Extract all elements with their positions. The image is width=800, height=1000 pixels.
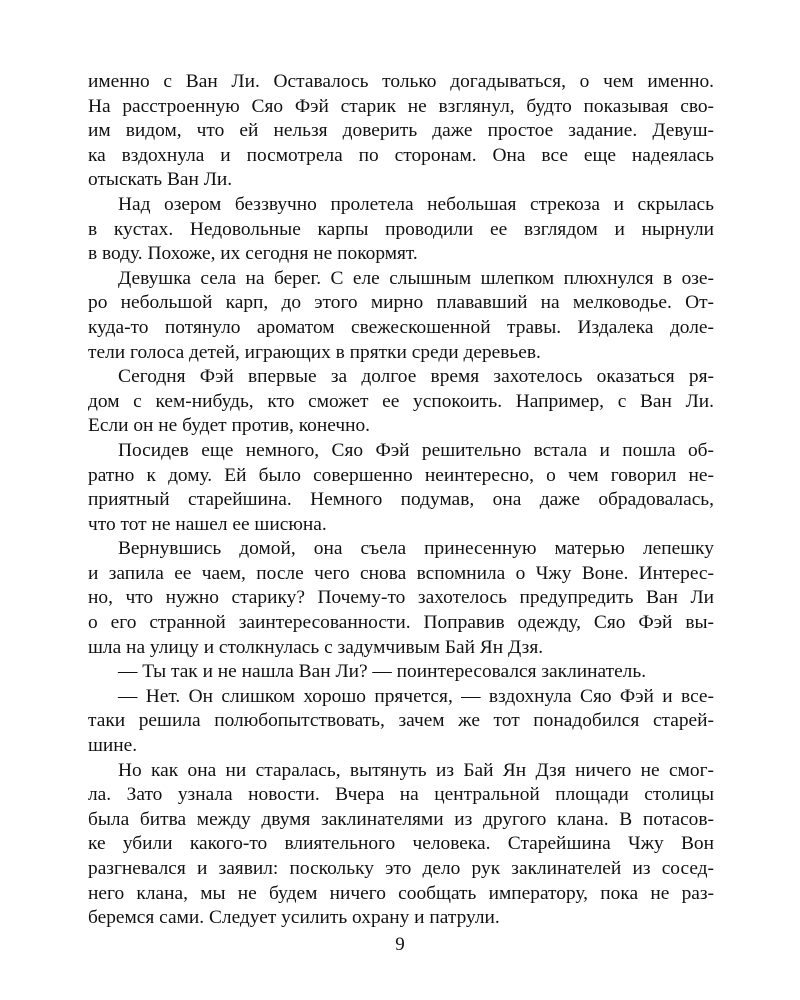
text-line: — Нет. Он слишком хорошо прячется, — вздохнула Сяо Фэй и все- (118, 685, 714, 707)
text-line: в воду. Похоже, их сегодня не покормят. (88, 243, 418, 265)
text-line: него клана, мы не будем ничего сообщать императору, пока не раз- (88, 882, 714, 904)
paragraph (88, 439, 714, 537)
paragraph (88, 267, 714, 365)
body-text (88, 70, 714, 931)
text-line: шла на улицу и столкнулась с задумчивым Бай Ян Дзя. (88, 636, 544, 658)
text-line: ратно к дому. Ей было совершенно неинтересно, о чем говорил не- (88, 464, 714, 486)
paragraph (88, 193, 714, 267)
text-line: дом с кем-нибудь, кто сможет ее успокоить. Например, с Ван Ли. (88, 390, 714, 412)
text-line: о его странной заинтересованности. Поправив одежду, Сяо Фэй вы- (88, 612, 714, 634)
paragraph (88, 660, 714, 685)
text-line: Если он не будет против, конечно. (88, 415, 371, 437)
text-line: приятный старейшина. Немного подумав, она даже обрадовалась, (88, 489, 714, 511)
text-line: таки решила полюбопытствовать, зачем же тот понадобился старей- (88, 710, 714, 732)
text-line: что тот не нашел ее шисюна. (88, 513, 327, 535)
text-line: Вернувшись домой, она съела принесенную матерью лепешку (118, 538, 714, 560)
text-line: ла. Зато узнала новости. Вчера на центральной площади столицы (88, 784, 714, 806)
text-line: но, что нужно старику? Почему-то захотелось предупредить Ван Ли (88, 587, 714, 609)
text-line: куда-то потянуло ароматом свежескошенной травы. Издалека доле- (88, 316, 714, 338)
text-line: — Ты так и не нашла Ван Ли? — поинтересовался заклинатель. (118, 661, 647, 683)
text-line: отыскать Ван Ли. (88, 169, 233, 191)
text-line: была битва между двумя заклинателями из другого клана. В потасов- (88, 808, 714, 830)
text-line: Посидев еще немного, Сяо Фэй решительно встала и пошла об- (118, 439, 714, 461)
text-line: Но как она ни старалась, вытянуть из Бай Ян Дзя ничего не смог- (118, 759, 714, 781)
text-line: ка вздохнула и посмотрела по сторонам. Она все еще надеялась (88, 144, 714, 166)
paragraph (88, 759, 714, 931)
text-line: На расстроенную Сяо Фэй старик не взглянул, будто показывая сво- (88, 95, 714, 117)
text-line: ке убили какого-то влиятельного человека. Старейшина Чжу Вон (88, 833, 714, 855)
paragraph (88, 70, 714, 193)
text-line: и запила ее чаем, после чего снова вспомнила о Чжу Воне. Интерес- (88, 562, 714, 584)
text-line: разгневался и заявил: поскольку это дело рук заклинателей из сосед- (88, 858, 714, 879)
text-line: шине. (88, 735, 138, 757)
paragraph (88, 365, 714, 439)
text-line: беремся сами. Следует усилить охрану и патрули. (88, 907, 500, 929)
text-line: им видом, что ей нельзя доверить даже простое задание. Девуш- (88, 120, 714, 142)
paragraph (88, 685, 714, 759)
text-line: в кустах. Недовольные карпы проводили ее взглядом и нырнули (88, 218, 714, 240)
text-line: именно с Ван Ли. Оставалось только догадываться, о чем именно. (88, 71, 714, 92)
text-line: ро небольшой карп, до этого мирно плававший на мелководье. От- (88, 292, 714, 314)
text-line: Сегодня Фэй впервые за долгое время захотелось оказаться ря- (118, 366, 714, 388)
page-number: 9 (395, 934, 405, 955)
paragraph (88, 537, 714, 660)
text-line: Девушка села на берег. С еле слышным шлепком плюхнулся в озе- (118, 267, 714, 289)
text-line: тели голоса детей, играющих в прятки среди деревьев. (88, 341, 541, 363)
text-line: Над озером беззвучно пролетела небольшая стрекоза и скрылась (118, 193, 714, 215)
